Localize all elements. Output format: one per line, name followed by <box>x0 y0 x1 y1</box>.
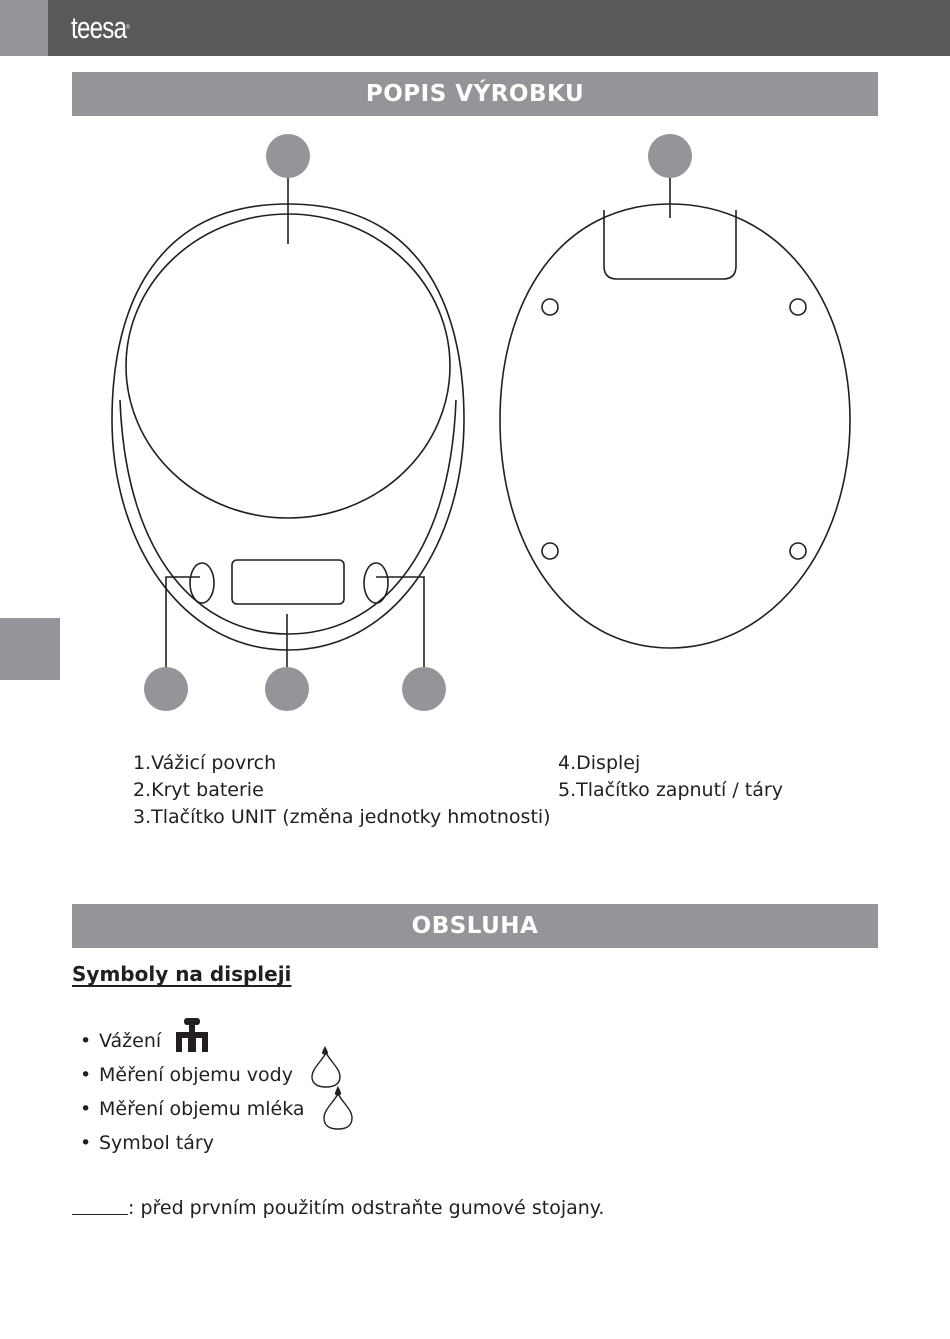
scale-front-rim <box>120 400 456 634</box>
note-blank <box>72 1196 128 1215</box>
legend-item: 4.Displej <box>558 752 641 774</box>
brand-logo: teesa® <box>71 10 129 45</box>
unit-button <box>190 563 214 603</box>
callout-marker <box>265 667 309 711</box>
rubber-foot <box>542 543 558 559</box>
legend-item: 1.Vážicí povrch <box>133 752 277 774</box>
section-title-popis: POPIS VÝROBKU <box>72 72 878 116</box>
header-corner-block <box>0 0 48 56</box>
callout-marker <box>266 134 310 178</box>
weight-icon <box>174 1017 210 1055</box>
legend-item: 2.Kryt baterie <box>133 779 264 801</box>
legend-left <box>133 750 551 831</box>
scale-back-body <box>500 204 850 648</box>
power-tare-button <box>364 563 388 603</box>
scale-front-body <box>112 204 464 650</box>
legend-right <box>558 750 783 804</box>
symbols-heading: Symboly na displeji <box>72 962 292 986</box>
callout-marker <box>144 667 188 711</box>
product-diagram <box>0 120 950 720</box>
section-title-obsluha: OBSLUHA <box>72 904 878 948</box>
display-window <box>232 560 344 604</box>
battery-cover <box>604 210 736 279</box>
water-drop-icon <box>308 1045 344 1089</box>
callout-marker <box>648 134 692 178</box>
rubber-foot <box>542 299 558 315</box>
milk-drop-icon <box>320 1085 356 1131</box>
legend-item: 3.Tlačítko UNIT (změna jednotky hmotnosti) <box>133 806 551 828</box>
legend-item: 5.Tlačítko zapnutí / táry <box>558 779 783 801</box>
weighing-surface <box>126 214 450 518</box>
rubber-foot <box>790 543 806 559</box>
note-line: : před prvním použitím odstraňte gumové stojany. <box>72 1196 604 1219</box>
rubber-foot <box>790 299 806 315</box>
callout-marker <box>402 667 446 711</box>
registered-mark: ® <box>126 25 129 31</box>
header-bar <box>48 0 950 56</box>
